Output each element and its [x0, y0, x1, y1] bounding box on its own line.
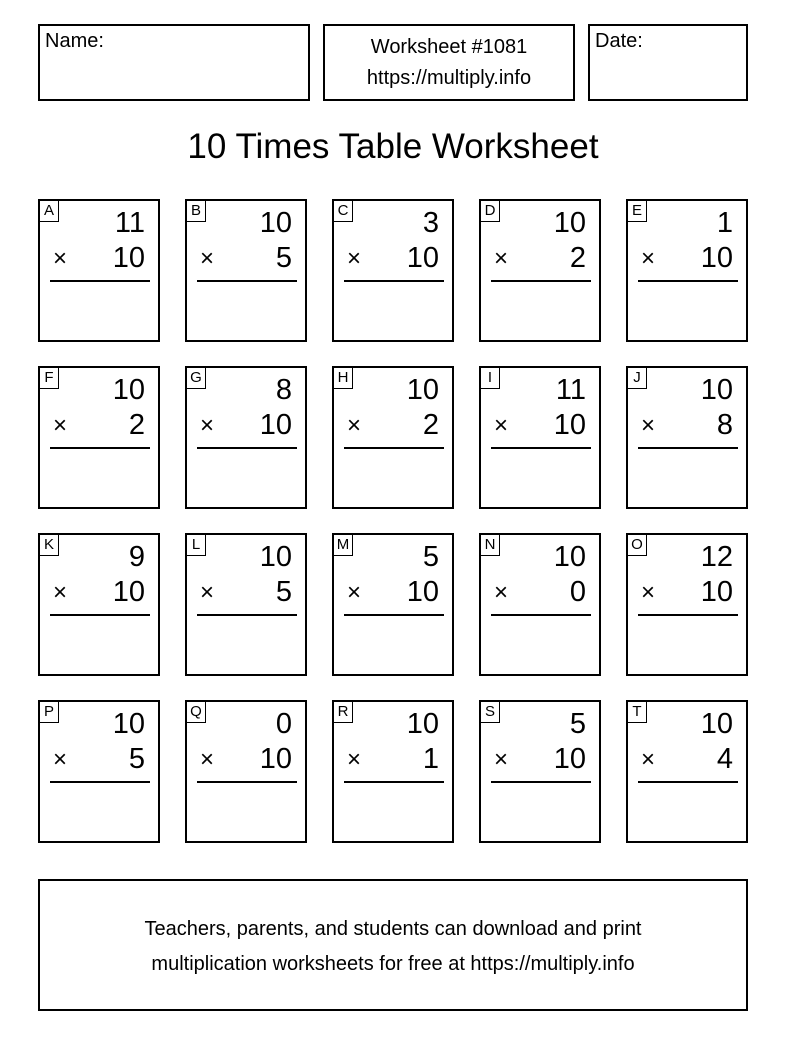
answer-line: [491, 781, 591, 783]
times-sign: ×: [641, 579, 656, 606]
footer-line-1: Teachers, parents, and students can download and print: [144, 918, 642, 940]
times-sign: ×: [347, 245, 362, 272]
problem-letter: N: [480, 534, 500, 556]
problem-card[interactable]: [479, 199, 601, 342]
date-label: Date:: [595, 30, 643, 52]
times-sign: ×: [494, 245, 509, 272]
problem-letter: B: [186, 200, 206, 222]
problem-letter: T: [627, 701, 647, 723]
problem-letter: R: [333, 701, 353, 723]
multiplier: 10: [700, 576, 733, 608]
times-sign: ×: [347, 746, 362, 773]
times-sign: ×: [641, 245, 656, 272]
answer-line: [344, 447, 444, 449]
multiplicand: 1: [716, 207, 733, 239]
problem-letter: G: [186, 367, 206, 389]
problem-letter: O: [627, 534, 647, 556]
multiplier: 2: [422, 409, 439, 441]
problem-card[interactable]: [185, 700, 307, 843]
footer-box: [38, 879, 748, 1011]
worksheet-info-box: [323, 24, 575, 101]
problem-letter: H: [333, 367, 353, 389]
times-sign: ×: [347, 579, 362, 606]
multiplier: 10: [259, 743, 292, 775]
multiplier: 1: [422, 743, 439, 775]
multiplier: 5: [128, 743, 145, 775]
answer-line: [197, 280, 297, 282]
multiplier: 5: [275, 242, 292, 274]
times-sign: ×: [53, 579, 68, 606]
times-sign: ×: [53, 245, 68, 272]
times-sign: ×: [347, 412, 362, 439]
answer-line: [638, 781, 738, 783]
page-title: 10 Times Table Worksheet: [187, 127, 599, 166]
multiplier: 8: [716, 409, 733, 441]
multiplicand: 11: [114, 207, 145, 239]
problem-card[interactable]: [332, 533, 454, 676]
problem-grid: [38, 199, 750, 843]
answer-line: [50, 280, 150, 282]
times-sign: ×: [641, 746, 656, 773]
answer-line: [50, 781, 150, 783]
problem-card[interactable]: [185, 533, 307, 676]
multiplicand: 10: [700, 708, 733, 740]
problem-letter: J: [627, 367, 647, 389]
multiplicand: 9: [128, 541, 145, 573]
multiplicand: 10: [553, 541, 586, 573]
problem-card[interactable]: [38, 533, 160, 676]
answer-line: [344, 280, 444, 282]
multiplicand: 10: [406, 374, 439, 406]
problem-card[interactable]: [626, 199, 748, 342]
answer-line: [50, 614, 150, 616]
multiplicand: 5: [422, 541, 439, 573]
times-sign: ×: [53, 412, 68, 439]
multiplicand: 10: [259, 541, 292, 573]
times-sign: ×: [494, 746, 509, 773]
problem-card[interactable]: [38, 199, 160, 342]
answer-line: [197, 614, 297, 616]
multiplier: 10: [406, 576, 439, 608]
date-field-box[interactable]: [588, 24, 748, 101]
times-sign: ×: [200, 579, 215, 606]
multiplier: 10: [553, 743, 586, 775]
problem-card[interactable]: [185, 199, 307, 342]
problem-card[interactable]: [479, 533, 601, 676]
worksheet-site-url: https://multiply.info: [366, 67, 532, 89]
answer-line: [197, 447, 297, 449]
multiplicand: 10: [259, 207, 292, 239]
problem-letter: E: [627, 200, 647, 222]
answer-line: [197, 781, 297, 783]
multiplier: 2: [128, 409, 145, 441]
multiplicand: 10: [553, 207, 586, 239]
answer-line: [638, 280, 738, 282]
times-sign: ×: [200, 412, 215, 439]
problem-card[interactable]: [38, 366, 160, 509]
times-sign: ×: [494, 579, 509, 606]
times-sign: ×: [200, 746, 215, 773]
multiplicand: 11: [555, 374, 586, 406]
multiplicand: 5: [569, 708, 586, 740]
multiplicand: 10: [112, 708, 145, 740]
problem-letter: C: [333, 200, 353, 222]
answer-line: [491, 447, 591, 449]
multiplicand: 10: [112, 374, 145, 406]
problem-letter: P: [39, 701, 59, 723]
problem-card[interactable]: [626, 533, 748, 676]
times-sign: ×: [53, 746, 68, 773]
name-field-box[interactable]: [38, 24, 310, 101]
problem-letter: F: [39, 367, 59, 389]
multiplier: 10: [112, 576, 145, 608]
multiplicand: 12: [700, 541, 733, 573]
answer-line: [344, 614, 444, 616]
problem-letter: M: [333, 534, 353, 556]
footer-line-2: multiplication worksheets for free at https://multiply.info: [151, 953, 635, 975]
problem-letter: Q: [186, 701, 206, 723]
problem-letter: L: [186, 534, 206, 556]
problem-letter: A: [39, 200, 59, 222]
answer-line: [344, 781, 444, 783]
multiplier: 10: [406, 242, 439, 274]
problem-card[interactable]: [332, 700, 454, 843]
multiplier: 4: [716, 743, 733, 775]
answer-line: [638, 447, 738, 449]
problem-card[interactable]: [332, 199, 454, 342]
times-sign: ×: [494, 412, 509, 439]
problem-card[interactable]: [332, 366, 454, 509]
problem-card[interactable]: [626, 366, 748, 509]
answer-line: [491, 280, 591, 282]
footer-text: [40, 912, 746, 982]
problem-letter: K: [39, 534, 59, 556]
worksheet-number: Worksheet #1081: [370, 36, 528, 58]
multiplicand: 10: [406, 708, 439, 740]
answer-line: [50, 447, 150, 449]
multiplicand: 3: [422, 207, 439, 239]
multiplier: 10: [112, 242, 145, 274]
multiplier: 5: [275, 576, 292, 608]
multiplier: 0: [569, 576, 586, 608]
problem-card[interactable]: [479, 366, 601, 509]
problem-card[interactable]: [479, 700, 601, 843]
multiplicand: 0: [275, 708, 292, 740]
multiplier: 10: [700, 242, 733, 274]
name-label: Name:: [45, 30, 104, 52]
multiplier: 2: [569, 242, 586, 274]
problem-card[interactable]: [626, 700, 748, 843]
problem-letter: D: [480, 200, 500, 222]
multiplicand: 8: [275, 374, 292, 406]
multiplier: 10: [259, 409, 292, 441]
problem-card[interactable]: [38, 700, 160, 843]
answer-line: [638, 614, 738, 616]
times-sign: ×: [200, 245, 215, 272]
problem-letter: S: [480, 701, 500, 723]
multiplier: 10: [553, 409, 586, 441]
answer-line: [491, 614, 591, 616]
multiplicand: 10: [700, 374, 733, 406]
problem-card[interactable]: [185, 366, 307, 509]
problem-letter: I: [480, 367, 500, 389]
times-sign: ×: [641, 412, 656, 439]
